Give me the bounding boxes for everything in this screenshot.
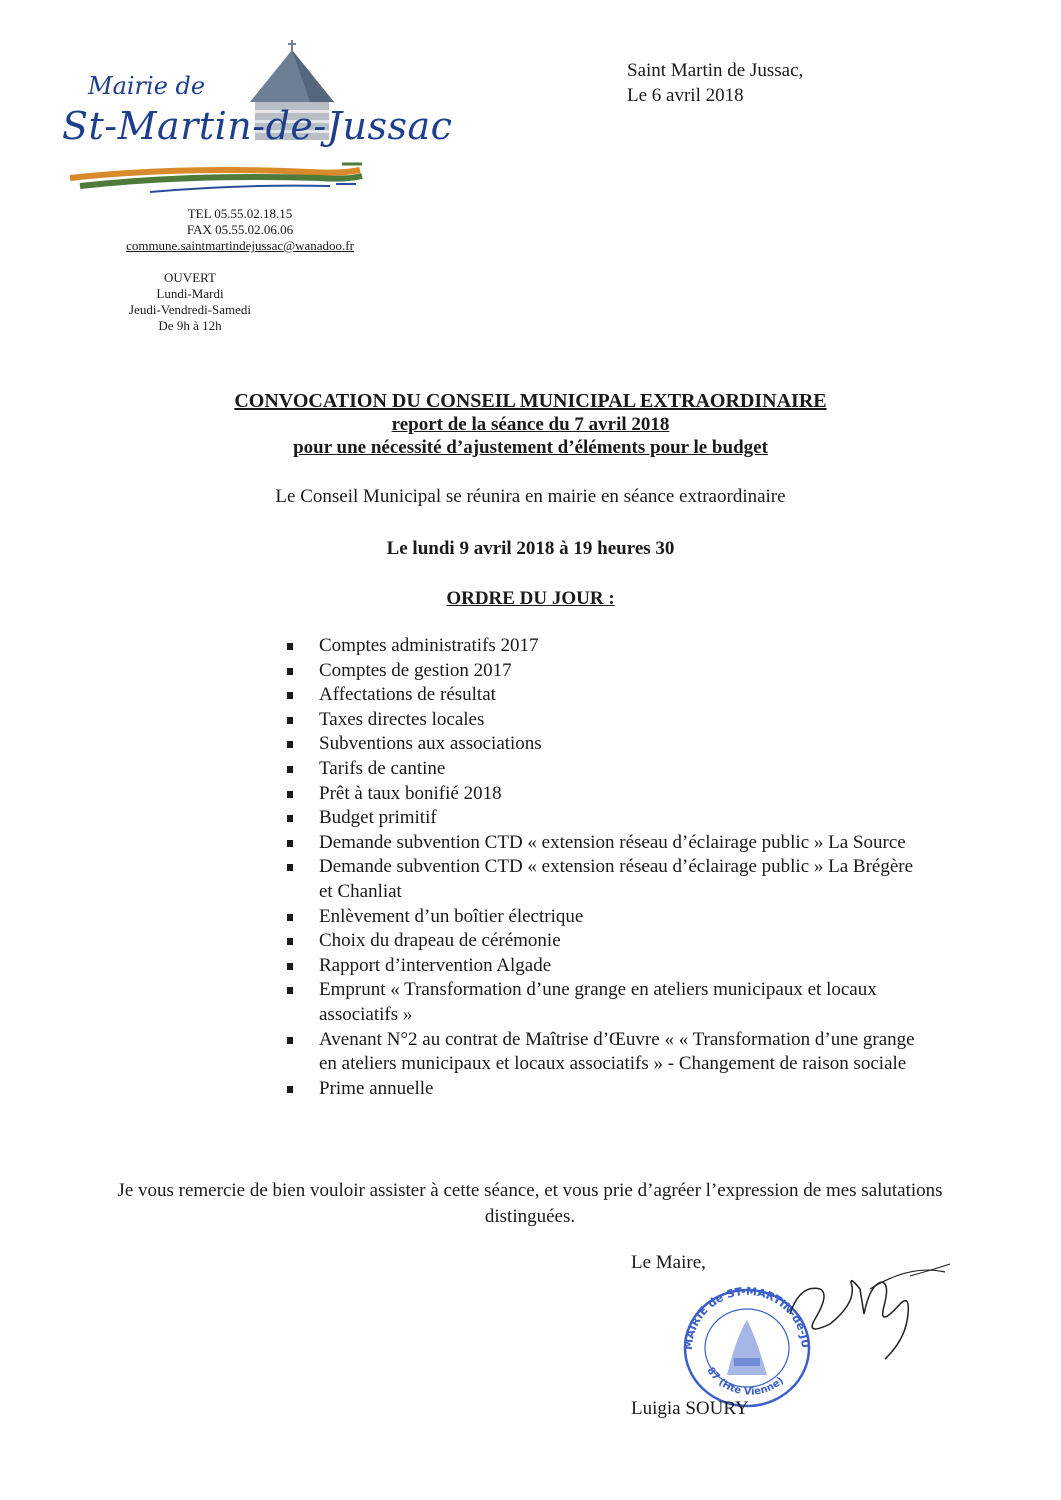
handwritten-signature	[760, 1244, 960, 1374]
stamp-text: MAIRIE de ST-MARTIN-de-JU	[681, 1284, 813, 1351]
place-date	[627, 58, 803, 108]
document-titles	[0, 390, 1061, 459]
agenda-list	[284, 634, 924, 1101]
agenda-item: Prime annuelle	[284, 1077, 924, 1102]
hours-days-2: Jeudi-Vendredi-Samedi	[128, 302, 252, 317]
document-subtitle-1: report de la séance du 7 avril 2018	[391, 414, 670, 435]
agenda-item: Affectations de résultat	[284, 683, 924, 708]
agenda-item: Budget primitif	[284, 806, 924, 831]
logo-text-commune: St-Martin-de-Jussac	[62, 104, 453, 148]
agenda-item: Comptes de gestion 2017	[284, 659, 924, 684]
signature-role: Le Maire,	[631, 1252, 706, 1273]
agenda-item: Avenant N°2 au contrat de Maîtrise d’Œuvre « « Transformation d’une grange en ateliers municipaux et locaux associatifs » - Changement de raison sociale	[284, 1028, 924, 1077]
agenda-item: Rapport d’intervention Algade	[284, 954, 924, 979]
agenda-item: Enlèvement d’un boîtier électrique	[284, 905, 924, 930]
hours-time: De 9h à 12h	[158, 318, 222, 333]
agenda-item: Subventions aux associations	[284, 732, 924, 757]
contact-email[interactable]: commune.saintmartindejussac@wanadoo.fr	[126, 238, 354, 253]
contact-block	[60, 206, 420, 254]
agenda-item: Choix du drapeau de cérémonie	[284, 929, 924, 954]
agenda-item: Emprunt « Transformation d’une grange en ateliers municipaux et locaux associatifs »	[284, 978, 924, 1027]
hours-days-1: Lundi-Mardi	[156, 286, 224, 301]
agenda-item: Prêt à taux bonifié 2018	[284, 782, 924, 807]
agenda-item: Demande subvention CTD « extension réseau d’éclairage public » La Source	[284, 831, 924, 856]
hours-label: OUVERT	[164, 270, 216, 285]
contact-tel: TEL 05.55.02.18.15	[187, 206, 293, 221]
stamp-subtext: 87 (Hte Vienne)	[704, 1365, 786, 1398]
intro-text: Le Conseil Municipal se réunira en mairie en séance extraordinaire	[275, 486, 786, 507]
agenda-title: ORDRE DU JOUR :	[446, 588, 615, 609]
letter-date: Le 6 avril 2018	[627, 85, 744, 106]
agenda-item: Taxes directes locales	[284, 708, 924, 733]
signature-name: Luigia SOURY	[631, 1398, 749, 1419]
opening-hours	[60, 270, 320, 334]
contact-fax: FAX 05.55.02.06.06	[186, 222, 294, 237]
place: Saint Martin de Jussac,	[627, 60, 804, 81]
document-subtitle-2: pour une nécessité d’ajustement d’éléments pour le budget	[293, 437, 768, 458]
agenda-item: Demande subvention CTD « extension réseau d’éclairage public » La Brégère et Chanliat	[284, 855, 924, 904]
document-title: CONVOCATION DU CONSEIL MUNICIPAL EXTRAORDINAIRE	[234, 390, 827, 412]
logo-text-mairie: Mairie de	[88, 72, 206, 100]
meeting-time: Le lundi 9 avril 2018 à 19 heures 30	[386, 538, 675, 559]
closing-text: Je vous remercie de bien vouloir assister à cette séance, et vous prie d’agréer l’expression de mes salutations distinguées.	[117, 1180, 943, 1227]
agenda-item: Tarifs de cantine	[284, 757, 924, 782]
agenda-item: Comptes administratifs 2017	[284, 634, 924, 659]
